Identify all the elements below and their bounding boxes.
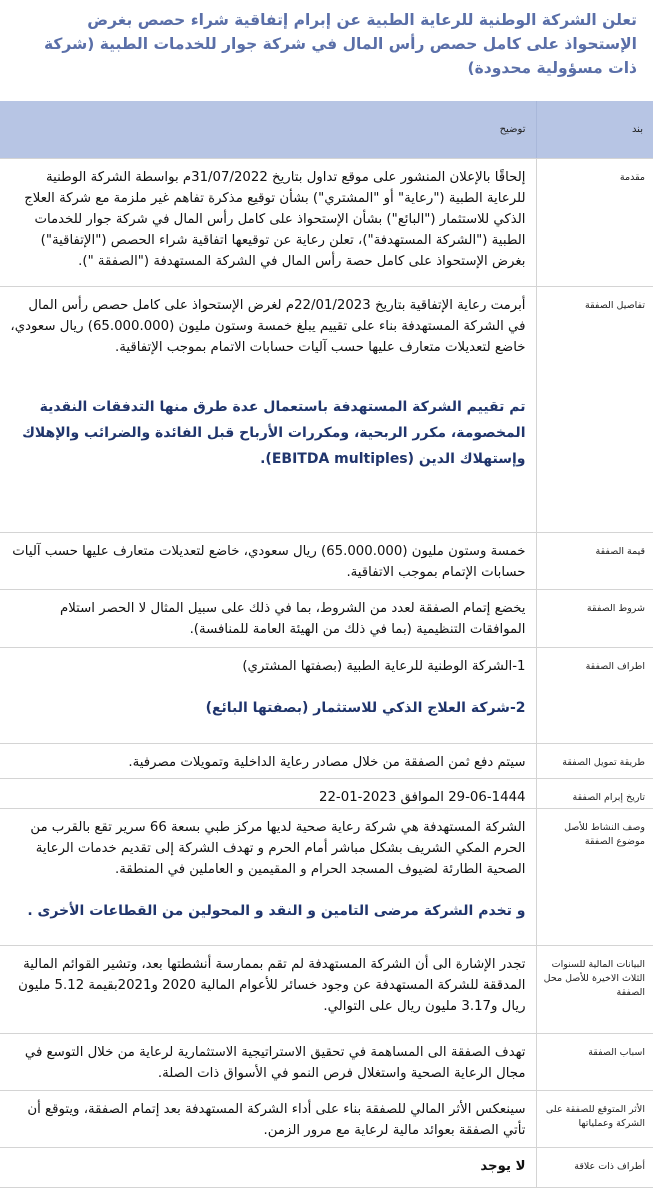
- table-row: [0, 809, 653, 946]
- table-row: [0, 648, 653, 744]
- row-label: شروط الصفقة: [536, 590, 653, 648]
- row-text: سينعكس الأثر المالي للصفقة بناء على أداء الشركة المستهدفة بعد إتمام الصفقة، ويتوقع أن تأتي الصفقة بعوائد مالية لرعاية مع مرور الزمن.: [27, 1102, 526, 1138]
- table-row: [0, 1091, 653, 1148]
- row-text: إلحاقًا بالإعلان المنشور على موقع تداول بتاريخ 31/07/2022م بواسطة الشركة الوطنية للرعاية الطبية ("رعاية" أو "المشتري") بشأن توقيع مذكرة تفاهم غير ملزمة مع شركة العلاج الذكي للاستثمار ("البائع") بشأن الإستحواذ على كامل رأس المال في شركة جوار للخدمات الطبية ("الشركة المستهدفة")، تعلن رعاية عن توقيعها اتفاقية شراء الحصص ("الإتفاقية") بغرض الإستحواذ على كامل حصة رأس المال في الشركة المستهدفة ("الصفقة ").: [24, 170, 526, 269]
- row-text-highlight: 2-شركة العلاج الذكي للاستثمار (بصفتها البائع): [205, 700, 526, 716]
- table-row: [0, 533, 653, 590]
- row-text: سيتم دفع ثمن الصفقة من خلال مصادر رعاية الداخلية وتمويلات مصرفية.: [128, 755, 526, 770]
- row-description: [0, 809, 536, 946]
- table-row: [0, 287, 653, 533]
- row-text-highlight: تم تقييم الشركة المستهدفة باستعمال عدة طرق منها التدفقات النقدية المخصومة، مكرر الربحية، ومكررات الأرباح قبل الفائدة والضرائب والإهلاك وإستهلاك الدين (EBITDA multiples).: [22, 399, 526, 467]
- row-label: اسباب الصفقة: [536, 1034, 653, 1091]
- row-description: [0, 287, 536, 533]
- row-text: تهدف الصفقة الى المساهمة في تحقيق الاستراتيجية الاستثمارية لرعاية من خلال التوسع في مجال الرعاية الصحية واستغلال فرص النمو في الأسواق ذات الصلة.: [24, 1045, 526, 1081]
- table-row: [0, 946, 653, 1034]
- row-text: 29-06-1444 الموافق 2023-01-22: [319, 790, 526, 805]
- row-text: أبرمت رعاية الإتفاقية بتاريخ 22/01/2023م لغرض الإستحواذ على كامل حصص رأس المال في الشركة المستهدفة بناء على تقييم يبلغ خمسة وستون مليون (65.000.000) ريال سعودي، خاضع لتعديلات متعارف عليها حسب آليات حسابات الاتمام بموجب الإتفاقية.: [10, 298, 526, 355]
- row-text: خمسة وستون مليون (65.000.000) ريال سعودي، خاضع لتعديلات متعارف عليها حسب آليات حسابات الإتمام بموجب الاتفاقية.: [12, 544, 526, 580]
- row-description: [0, 779, 536, 809]
- row-description: [0, 1148, 536, 1188]
- row-text: الشركة المستهدفة هي شركة رعاية صحية لديها مركز طبي بسعة 66 سرير تقع بالقرب من الحرم المكي الشريف بشكل مباشر أمام الحرم و تهدف الشركة إلى تقديم خدمات الرعاية الصحية الطارئة لضيوف المسجد الحرام و المقيمين و العاملين في المنطقة.: [30, 820, 526, 877]
- row-label: الأثر المتوقع للصفقة على الشركة وعملياتها: [536, 1091, 653, 1148]
- table-row: [0, 1148, 653, 1188]
- column-header-item: بند: [536, 101, 653, 159]
- row-description: [0, 590, 536, 648]
- row-description: [0, 1034, 536, 1091]
- row-text: تجدر الإشارة الى أن الشركة المستهدفة لم تقم بممارسة أنشطتها بعد، وتشير القوائم المالية المدققة للشركة المستهدفة عن وجود خسائر للأعوام المالية 2020 و2021بقيمة 5.12 مليون ريال و3.17 مليون ريال على التوالي.: [18, 957, 526, 1014]
- row-description: [0, 946, 536, 1034]
- table-row: [0, 1034, 653, 1091]
- table-header-row: [0, 101, 653, 159]
- row-text: لا يوجد: [480, 1159, 526, 1174]
- announcement-table: [0, 101, 653, 1188]
- row-text: يخضع إتمام الصفقة لعدد من الشروط، بما في ذلك على سبيل المثال لا الحصر استلام الموافقات التنظيمية (بما في ذلك من الهيئة العامة للمنافسة).: [59, 601, 526, 637]
- row-label: البيانات المالية للسنوات الثلاث الاخيرة للأصل محل الصفقة: [536, 946, 653, 1034]
- row-label: طريقة تمويل الصفقة: [536, 744, 653, 779]
- row-description: [0, 159, 536, 287]
- row-label: قيمة الصفقة: [536, 533, 653, 590]
- row-label: تفاصيل الصفقة: [536, 287, 653, 533]
- table-row: [0, 779, 653, 809]
- announcement-title: تعلن الشركة الوطنية للرعاية الطبية عن إبرام إتفاقية شراء حصص بغرض الإستحواذ على كامل حصص رأس المال في شركة جوار للخدمات الطبية (شركة ذات مسؤولية محدودة): [44, 11, 637, 77]
- table-row: [0, 159, 653, 287]
- row-description: [0, 533, 536, 590]
- row-description: [0, 744, 536, 779]
- row-label: مقدمة: [536, 159, 653, 287]
- row-label: تاريخ إبرام الصفقة: [536, 779, 653, 809]
- row-description: [0, 1091, 536, 1148]
- row-text: 1-الشركة الوطنية للرعاية الطبية (بصفتها المشتري): [242, 659, 526, 674]
- table-row: [0, 590, 653, 648]
- row-text-highlight: و تخدم الشركة مرضى التامين و النقد و المحولين من القطاعات الأخرى .: [27, 903, 526, 919]
- table-row: [0, 744, 653, 779]
- row-label: وصف النشاط للأصل موضوع الصفقة: [536, 809, 653, 946]
- row-label: أطراف ذات علاقة: [536, 1148, 653, 1188]
- announcement-header: [0, 0, 653, 100]
- column-header-description: توضيح: [0, 101, 536, 159]
- row-description: [0, 648, 536, 744]
- row-label: اطراف الصفقة: [536, 648, 653, 744]
